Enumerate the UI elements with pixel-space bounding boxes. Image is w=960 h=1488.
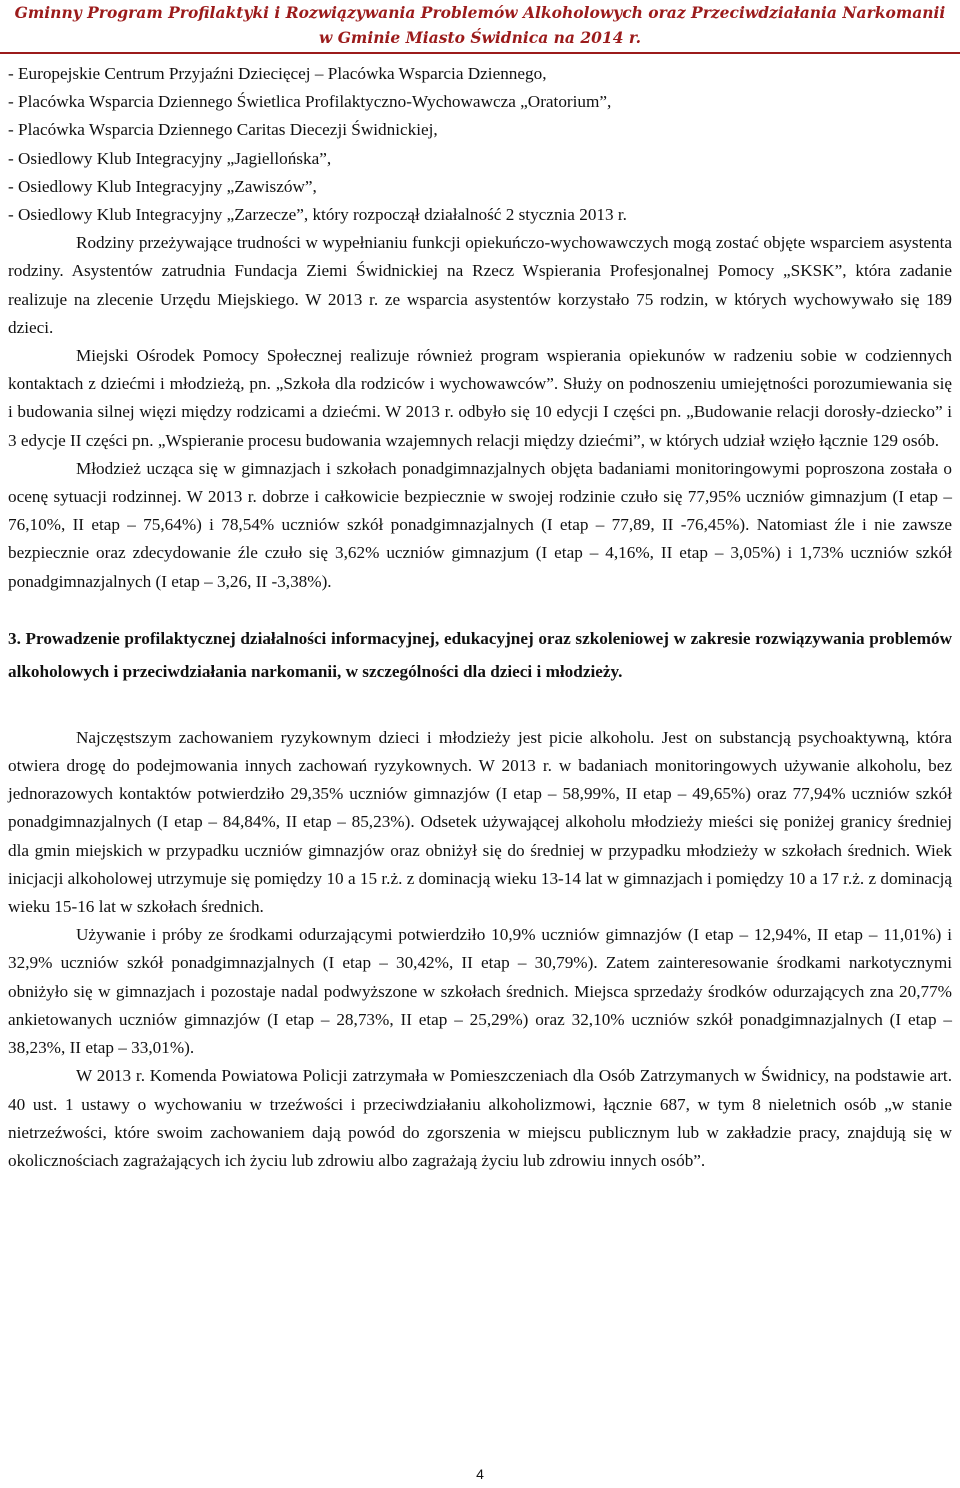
header-divider [0,52,960,54]
spacer [8,688,952,724]
facility-list [8,60,952,229]
list-item: - Europejskie Centrum Przyjaźni Dziecięcej – Placówka Wsparcia Dziennego, [8,64,547,83]
paragraph-family-assistant: Rodziny przeżywające trudności w wypełnianiu funkcji opiekuńczo-wychowawczych mogą zostać objęte wsparciem asystenta rodziny. Asystentów zatrudnia Fundacja Ziemi Świdnickiej na Rzecz Wspierania Profesjonalnej Pomocy „SKSK”, która zadanie realizuje na zlecenie Urzędu Miejskiego. W 2013 r. ze wsparcia asystentów korzystało 75 rodzin, w których wychowywało się 189 dzieci. [8,233,952,337]
paragraph-family-situation: Młodzież ucząca się w gimnazjach i szkołach ponadgimnazjalnych objęta badaniami monitoringowymi poproszona została o ocenę sytuacji rodzinnej. W 2013 r. dobrze i całkowicie bezpiecznie w swojej rodzinie czuło się 77,95% uczniów gimnazjum (I etap – 76,10%, II etap – 75,64%) i 78,54% uczniów szkół ponadgimnazjalnych (I etap – 77,89, II -76,45%). Natomiast źle i nie zawsze bezpiecznie oraz zdecydowanie źle czuło się 3,62% uczniów gimnazjum (I etap – 4,16%, II etap – 3,05%) i 1,73% uczniów szkół ponadgimnazjalnych (I etap – 3,26, II -3,38%). [8,458,952,591]
page-body [8,60,952,1175]
list-item: - Osiedlowy Klub Integracyjny „Jagiellońska”, [8,148,332,168]
paragraph-alcohol-use: Najczęstszym zachowaniem ryzykownym dzieci i młodzieży jest picie alkoholu. Jest on substancją psychoaktywną, która otwiera drogę do podejmowania innych zachowań ryzykownych. W 2013 r. w badaniach monitoringowych używanie alkoholu, bez jednorazowych kontaktów potwierdziło 29,35% uczniów gimnazjów (I etap – 58,99%, II etap – 49,65%) oraz 77,94% uczniów szkół ponadgimnazjalnych (I etap – 84,84%, II etap – 85,23%). Odsetek używającej alkoholu młodzieży mieści się poniżej granicy średniej dla gmin miejskich w przypadku uczniów gimnazjów oraz obniżył się do średniej w przypadku młodzieży w szkołach średnich. Wiek inicjacji alkoholowej utrzymuje się pomiędzy 10 a 15 r.ż. z dominacją wieku 13-14 lat w gimnazjach i pomiędzy 10 a 17 r.ż. z dominacją wieku 15-16 lat w szkołach średnich. [8,727,952,917]
header-title-line-2: w Gminie Miasto Świdnica na 2014 r. [318,28,642,47]
section-heading: 3. Prowadzenie profilaktycznej działalności informacyjnej, edukacyjnej oraz szkoleniowej w zakresie rozwiązywania problemów alkoholowych i przeciwdziałania narkomanii, w szczególności dla dzieci i młodzieży. [8,628,952,681]
page-number: 4 [476,1466,484,1482]
running-header [0,0,960,54]
list-item: - Placówka Wsparcia Dziennego Świetlica Profilaktyczno-Wychowawcza „Oratorium”, [8,92,612,112]
list-item: - Placówka Wsparcia Dziennego Caritas Diecezji Świdnickiej, [8,120,438,140]
paragraph-police-detentions: W 2013 r. Komenda Powiatowa Policji zatrzymała w Pomieszczeniach dla Osób Zatrzymanych w Świdnicy, na podstawie art. 40 ust. 1 ustawy o wychowaniu w trzeźwości i przeciwdziałaniu alkoholizmowi, łącznie 687, w tym 8 nieletnich osób „w stanie nietrzeźwości, które swoim zachowaniem dają powód do zgorszenia w miejscu publicznym lub w zakładzie pracy, znajdują się w okolicznościach zagrażających ich życiu lub zdrowiu albo zagrażają życiu lub zdrowiu innych osób”. [8,1066,952,1170]
list-item: - Osiedlowy Klub Integracyjny „Zarzecze”, który rozpoczął działalność 2 stycznia 2013 r. [8,205,627,225]
list-item: - Osiedlowy Klub Integracyjny „Zawiszów”, [8,176,317,196]
paragraph-drug-use: Używanie i próby ze środkami odurzającymi potwierdziło 10,9% uczniów gimnazjów (I etap – 12,94%, II etap – 11,01%) i 32,9% uczniów szkół ponadgimnazjalnych (I etap – 30,42%, II etap – 30,79%). Zatem zainteresowanie środkami narkotycznymi obniżyło się w gimnazjach i pozostaje nadal podwyższone w szkołach średnich. Miejsca sprzedaży środków odurzających zna 20,77% ankietowanych uczniów gimnazjów (I etap – 28,73%, II etap – 25,29%) oraz 32,10% uczniów szkół ponadgimnazjalnych (I etap – 38,23%, II etap – 33,01%). [8,925,952,1058]
paragraph-parenting-school: Miejski Ośrodek Pomocy Społecznej realizuje również program wspierania opiekunów w radzeniu sobie w codziennych kontaktach z dziećmi i młodzieżą, pn. „Szkoła dla rodziców i wychowawców”. Służy on podnoszeniu umiejętności porozumiewania się i budowania silnej więzi między rodzicami a dziećmi. W 2013 r. odbyło się 10 edycji I części pn. „Budowanie relacji dorosły-dziecko” i 3 edycje II części pn. „Wspieranie procesu budowania wzajemnych relacji między dziećmi”, w których udział wzięło łącznie 129 osób. [8,346,952,450]
header-title-line-1: Gminny Program Profilaktyki i Rozwiązywania Problemów Alkoholowych oraz Przeciwdziałania Narkomanii [14,3,946,22]
